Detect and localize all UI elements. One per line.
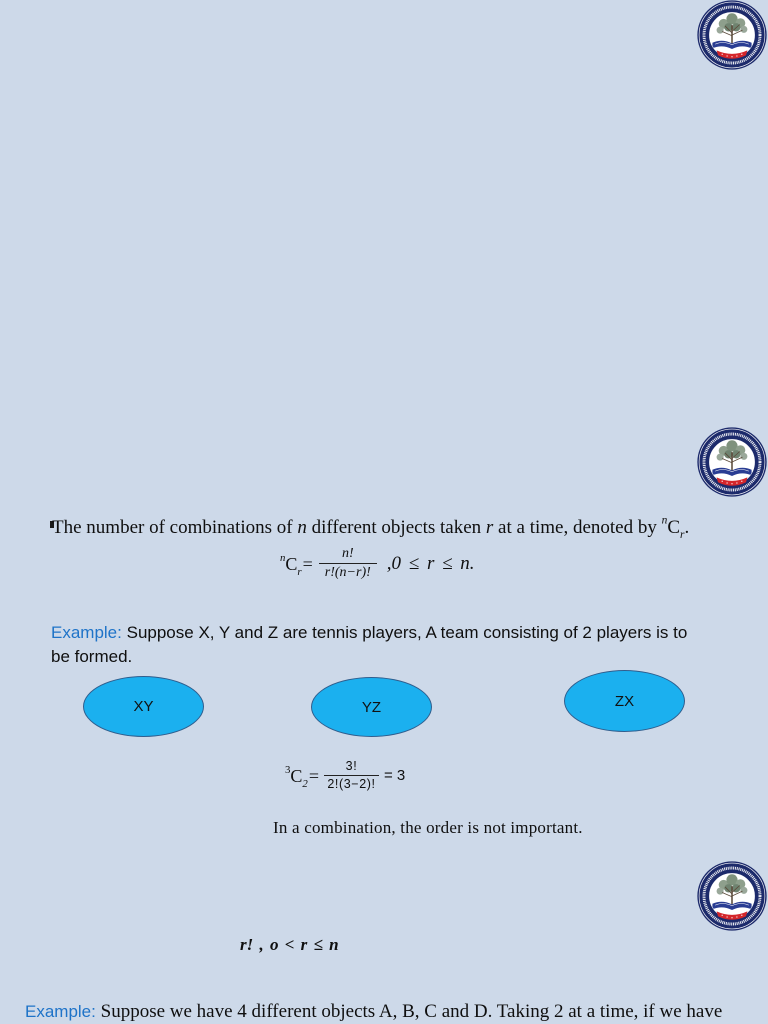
team-label: YZ — [361, 698, 382, 716]
fraction-numerator: 3! — [324, 760, 379, 776]
fraction-denominator: 2!(3−2)! — [327, 777, 376, 791]
emblem-graphic — [697, 0, 767, 70]
order-note: In a combination, the order is not important. — [273, 818, 583, 837]
university-emblem-icon — [697, 427, 767, 497]
team-label: ZX — [614, 692, 635, 710]
symbol-base: C — [285, 553, 298, 574]
symbol-superscript: n — [280, 551, 286, 564]
example-line — [51, 621, 687, 645]
combination-symbol — [661, 514, 685, 542]
sentence-end: . — [684, 517, 690, 538]
combination-symbol — [285, 763, 308, 790]
variable-r: r — [485, 517, 494, 538]
symbol-base: C — [667, 517, 680, 538]
fraction-denominator: r!(n−r)! — [324, 565, 371, 580]
example-formula — [285, 760, 405, 791]
team-label: XY — [133, 698, 154, 715]
example-tennis — [51, 621, 687, 669]
example-text: Suppose X, Y and Z are tennis players, A team consisting of 2 players is to — [126, 623, 688, 642]
symbol-superscript: 3 — [285, 763, 291, 776]
formula-condition: ,0 ≤ r ≤ n. — [386, 552, 475, 574]
university-emblem-icon — [697, 0, 767, 70]
example-line — [51, 645, 687, 669]
range-condition: r! , o < r ≤ n — [240, 935, 339, 954]
example-text: be formed. — [51, 647, 133, 666]
variable-n: n — [297, 517, 307, 538]
emblem-graphic — [697, 861, 767, 931]
example-objects — [25, 1001, 722, 1023]
team-bubble-zx — [564, 670, 685, 732]
equals-sign: = — [302, 553, 313, 574]
symbol-superscript: n — [661, 514, 668, 527]
team-bubble-xy — [83, 676, 204, 737]
fraction — [324, 760, 379, 791]
fraction-numerator: n! — [319, 547, 377, 564]
symbol-subscript: r — [680, 529, 685, 542]
definition-text: at a time, denoted by — [498, 517, 657, 538]
example-text: Suppose we have 4 different objects A, B, C and D. Taking 2 at a time, if we have — [100, 1001, 723, 1022]
combination-symbol — [280, 551, 302, 578]
definition-text: different objects taken — [311, 517, 482, 538]
combination-definition — [52, 514, 690, 542]
university-emblem-icon — [697, 861, 767, 931]
example-label: Example: — [51, 623, 122, 642]
fraction — [319, 547, 377, 580]
symbol-base: C — [290, 765, 303, 786]
symbol-subscript: r — [297, 565, 302, 578]
combination-formula — [280, 547, 475, 580]
symbol-subscript: 2 — [302, 777, 308, 790]
example-label: Example: — [25, 1002, 96, 1021]
team-bubble-yz — [311, 677, 432, 737]
emblem-graphic — [697, 427, 767, 497]
equals-sign: = — [308, 765, 319, 786]
formula-result: = 3 — [383, 766, 406, 784]
definition-text: The number of combinations of — [52, 517, 293, 538]
